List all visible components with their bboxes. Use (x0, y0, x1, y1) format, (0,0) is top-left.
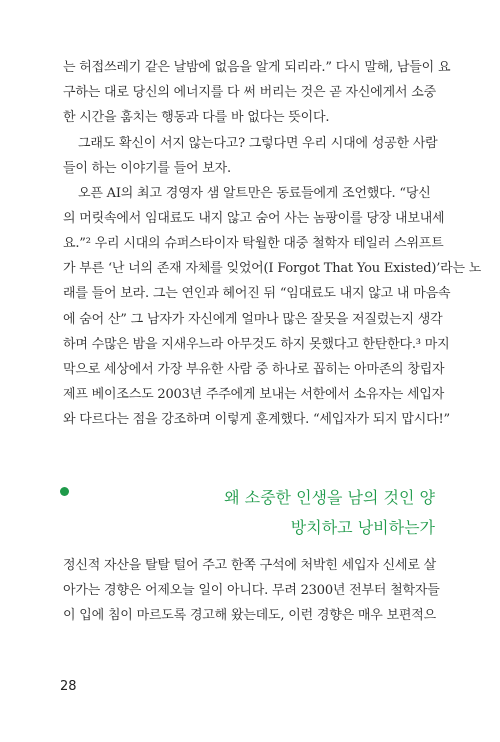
section-heading-line-2: 방치하고 낭비하는가 (290, 518, 435, 537)
text-line: 정신적 자산을 탈탈 털어 주고 한쪽 구석에 처박힌 세입자 신세로 살 (63, 558, 436, 573)
text-line: 의 머릿속에서 임대료도 내지 않고 숨어 사는 놈팡이를 당장 내보내세 (63, 211, 445, 226)
text-line: 하며 수많은 밤을 지새우느라 아무것도 하지 못했다고 한탄한다.³ 마지 (63, 337, 450, 352)
section-heading-line-1: 왜 소중한 인생을 남의 것인 양 (224, 488, 435, 507)
text-line: 그래도 확신이 서지 않는다고? 그렇다면 우리 시대에 성공한 사람 (78, 136, 438, 151)
text-line: 는 허접쓰레기 같은 날밤에 없음을 알게 되리라.” 다시 말해, 남들이 요 (63, 60, 451, 75)
text-line: 제프 베이조스도 2003년 주주에게 보내는 서한에서 소유자는 세입자 (63, 387, 445, 402)
section-heading (224, 483, 435, 543)
text-line: 요.”² 우리 시대의 슈퍼스타이자 탁월한 대중 철학자 테일러 스위프트 (63, 236, 444, 251)
text-line: 이 입에 침이 마르도록 경고해 왔는데도, 이런 경향은 매우 보편적으 (63, 608, 436, 623)
text-line: 가 부른 ‘난 너의 존재 자체를 잊었어(I Forgot That You Existed)’라는 노 (63, 261, 482, 276)
text-line: 막으로 세상에서 가장 부유한 사람 중 하나로 꼽히는 아마존의 창립자 (63, 362, 445, 377)
text-line: 와 다르다는 점을 강조하며 이렇게 훈계했다. “세입자가 되지 맙시다!” (63, 412, 450, 427)
text-line: 들이 하는 이야기를 들어 보자. (63, 161, 231, 176)
section-bullet-icon (60, 487, 69, 496)
text-line: 에 숨어 산” 그 남자가 자신에게 얼마나 많은 잘못을 저질렀는지 생각 (63, 312, 443, 327)
text-line: 한 시간을 훔치는 행동과 다를 바 없다는 뜻이다. (63, 110, 330, 125)
text-line: 오픈 AI의 최고 경영자 샘 알트만은 동료들에게 조언했다. “당신 (78, 186, 431, 201)
text-line: 아가는 경향은 어제오늘 일이 아니다. 무려 2300년 전부터 철학자들 (63, 583, 440, 598)
text-line: 구하는 대로 당신의 에너지를 다 써 버리는 것은 곧 자신에게서 소중 (63, 85, 436, 100)
page-number: 28 (60, 679, 77, 694)
text-line: 래를 들어 보라. 그는 연인과 헤어진 뒤 “임대료도 내지 않고 내 마음속 (63, 286, 451, 301)
